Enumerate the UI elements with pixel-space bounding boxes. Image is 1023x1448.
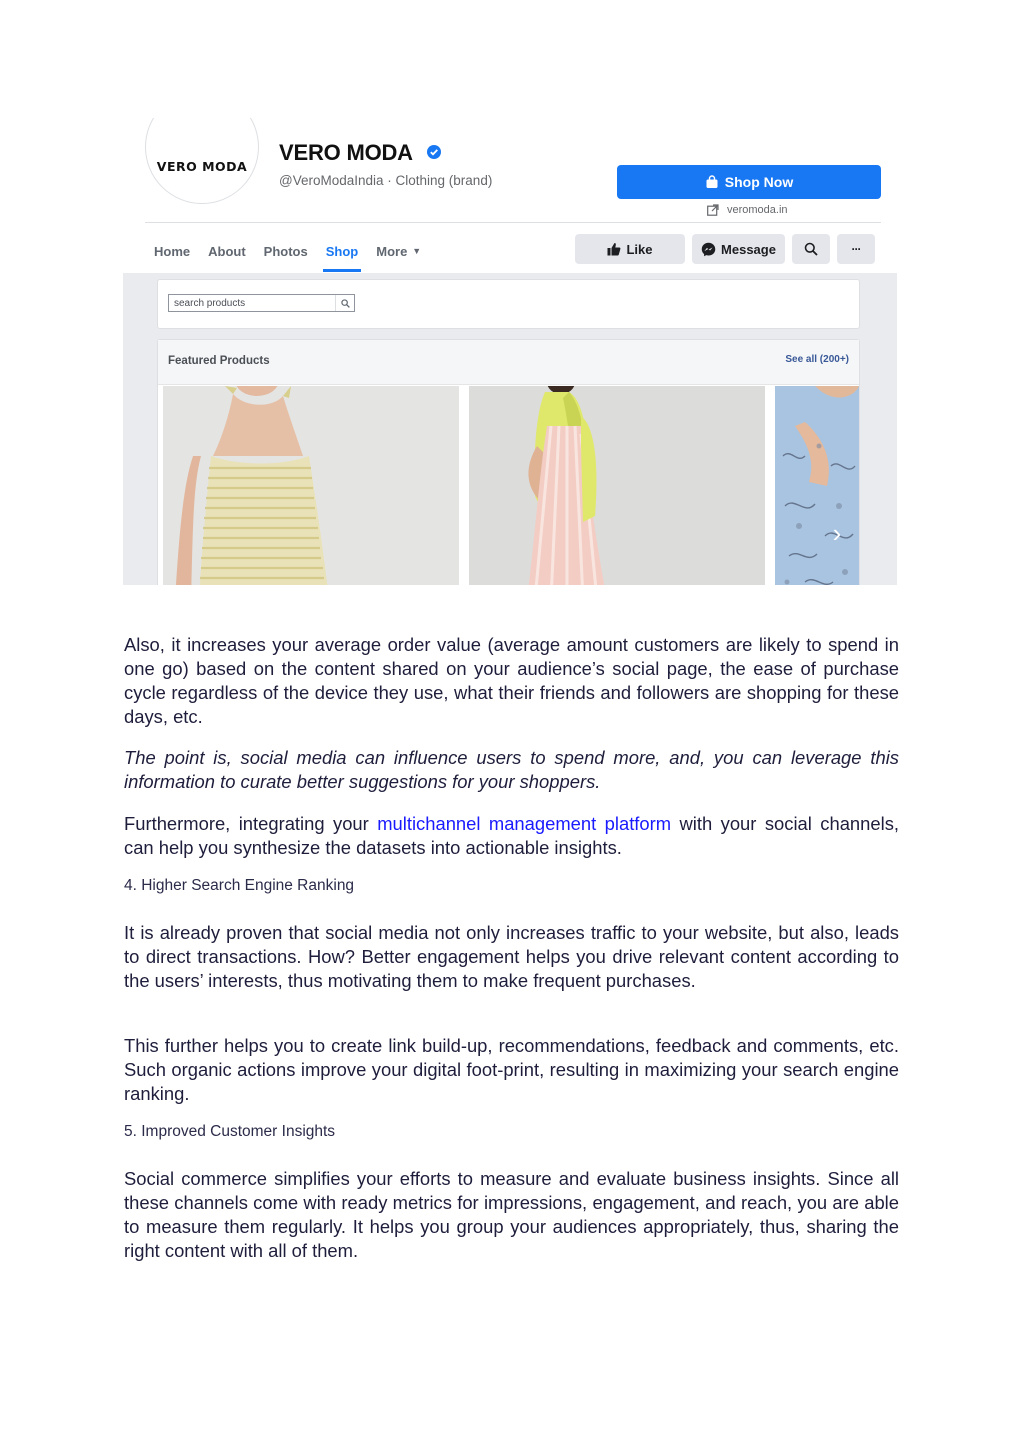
body-text: This further helps you to create link build-up, recommendations, feedback and comments, etc. Such organic actions improve your digital foot-print, resulting in maximizing your search engine ranking. bbox=[124, 1035, 899, 1104]
more-options-button[interactable] bbox=[837, 234, 875, 264]
featured-title: Featured Products bbox=[168, 355, 270, 367]
product-card-pink-jumpsuit[interactable] bbox=[469, 386, 765, 585]
product-image bbox=[775, 386, 859, 585]
featured-header bbox=[158, 340, 859, 385]
paragraph-social-influence bbox=[124, 746, 899, 794]
like-button[interactable] bbox=[575, 234, 685, 264]
section-heading-search-ranking: 4. Higher Search Engine Ranking bbox=[124, 877, 355, 894]
text-after-link: with your social channels, can help you synthesize the datasets into actionable insights. bbox=[124, 813, 899, 858]
message-label: Message bbox=[721, 241, 776, 257]
tab-label: Home bbox=[154, 243, 191, 259]
header-divider bbox=[145, 222, 881, 223]
featured-products-card bbox=[157, 339, 860, 585]
paragraph-traffic bbox=[124, 921, 899, 993]
tab-shop[interactable] bbox=[317, 230, 368, 272]
page-handle: @VeroModaIndia · Clothing (brand) bbox=[279, 173, 493, 188]
search-icon bbox=[804, 242, 818, 256]
product-image bbox=[163, 386, 459, 585]
logo-text: VERO MODA bbox=[156, 158, 248, 174]
tab-label: About bbox=[208, 243, 246, 259]
tab-more[interactable] bbox=[367, 230, 430, 272]
body-text-italic: The point is, social media can influence users to spend more, and, you can leverage this information to curate better suggestions for your shoppers. bbox=[124, 747, 899, 792]
thumbs-up-icon bbox=[607, 242, 621, 256]
tab-home[interactable] bbox=[145, 230, 199, 272]
tab-photos[interactable] bbox=[255, 230, 317, 272]
external-link-icon bbox=[707, 204, 719, 216]
product-image bbox=[469, 386, 765, 585]
search-placeholder: search products bbox=[174, 297, 246, 309]
product-card-blue-floral-dress[interactable] bbox=[775, 386, 859, 585]
page-avatar[interactable] bbox=[145, 118, 259, 204]
like-label: Like bbox=[626, 241, 653, 257]
search-card bbox=[157, 279, 860, 329]
search-products-input[interactable] bbox=[168, 294, 355, 312]
messenger-icon bbox=[701, 242, 716, 257]
paragraph-link-buildup bbox=[124, 1034, 899, 1106]
multichannel-platform-link[interactable]: multichannel management platform bbox=[377, 813, 672, 834]
carousel-next-chevron-icon[interactable]: › bbox=[832, 518, 842, 548]
page-title[interactable]: VERO MODA bbox=[279, 140, 413, 165]
shopping-bag-icon bbox=[705, 175, 719, 189]
section-heading-customer-insights: 5. Improved Customer Insights bbox=[124, 1123, 336, 1140]
tab-label: Photos bbox=[263, 243, 308, 259]
text-before-link: Furthermore, integrating your bbox=[124, 813, 378, 834]
facebook-shop-screenshot bbox=[123, 118, 897, 585]
tab-label: Shop bbox=[325, 243, 359, 259]
page-nav bbox=[145, 230, 430, 272]
website-link[interactable] bbox=[707, 204, 788, 216]
caret-down-icon: ▼ bbox=[412, 246, 422, 256]
see-all-link[interactable]: See all (200+) bbox=[785, 354, 849, 365]
search-icon[interactable] bbox=[335, 295, 354, 311]
shop-now-button[interactable] bbox=[617, 165, 881, 199]
verified-badge-icon bbox=[427, 145, 441, 159]
paragraph-social-commerce bbox=[124, 1167, 899, 1263]
page-actions bbox=[575, 234, 875, 264]
paragraph-multichannel bbox=[124, 812, 899, 860]
paragraph-order-value bbox=[124, 633, 899, 729]
body-text: It is already proven that social media not only increases traffic to your website, but also, leads to direct transactions. How? Better engagement helps you drive relevant content according to the users’ interests, thus motivating them to make frequent purchases. bbox=[124, 922, 899, 991]
search-page-button[interactable] bbox=[792, 234, 830, 264]
product-card-yellow-dress[interactable] bbox=[163, 386, 459, 585]
more-options-icon: ··· bbox=[851, 242, 861, 256]
tab-label: More bbox=[376, 243, 408, 259]
shop-now-label: Shop Now bbox=[724, 174, 794, 190]
tab-about[interactable] bbox=[199, 230, 255, 272]
message-button[interactable] bbox=[692, 234, 785, 264]
body-text: Also, it increases your average order value (average amount customers are likely to spend in one go) based on the content shared on your audience’s social page, the ease of purchase cycle regardless of the device they use, what their friends and followers are shopping for these days, etc. bbox=[124, 634, 899, 727]
shop-content-area bbox=[123, 273, 897, 585]
body-text: Social commerce simplifies your efforts to measure and evaluate business insights. Since all these channels come with ready metrics for impressions, engagement, and reach, you are able to measure them regularly. It helps you group your audiences appropriately, thus, sharing the right content with all of them. bbox=[124, 1168, 899, 1261]
body-text bbox=[124, 812, 899, 860]
website-label: veromoda.in bbox=[727, 204, 788, 216]
